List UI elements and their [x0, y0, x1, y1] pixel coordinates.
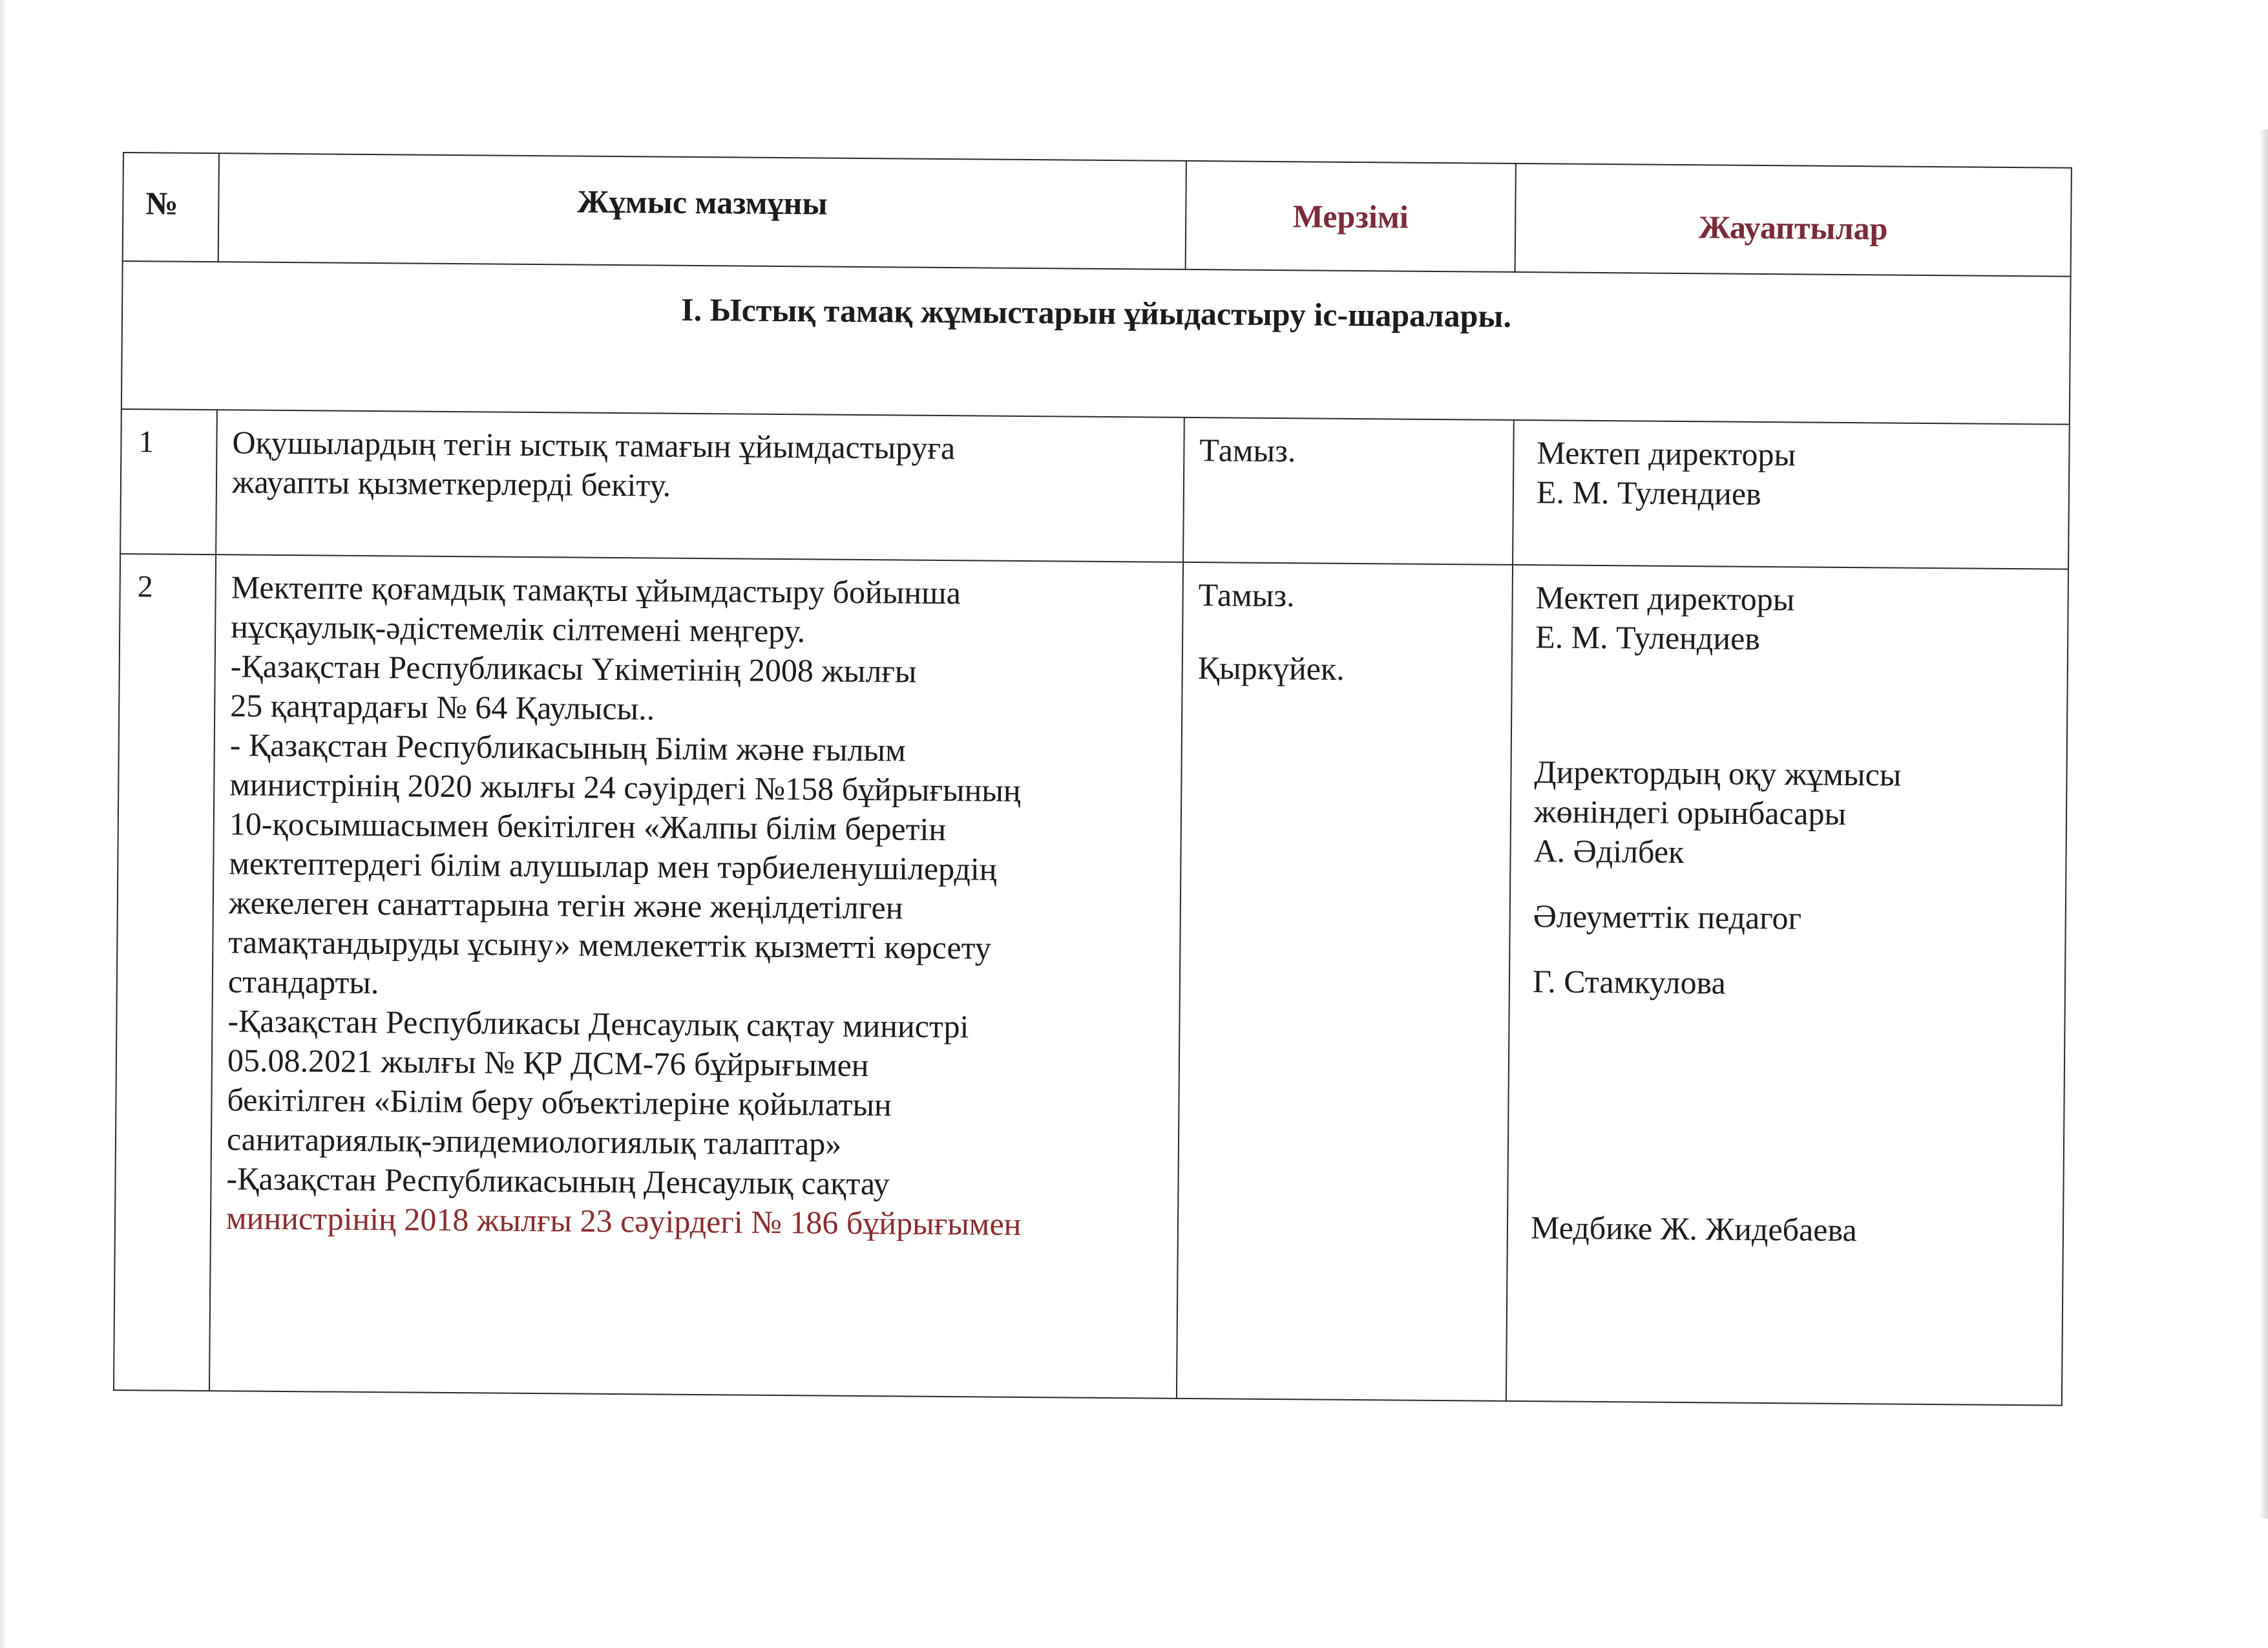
director-title: Мектеп директоры: [1535, 579, 1795, 618]
content-line: жекелеген санаттарына тегін және жеңілдетілген: [228, 884, 903, 926]
table-row: [120, 409, 2070, 569]
content-line: 25 қаңтардағы № 64 Қаулысы..: [230, 687, 655, 727]
row-responsible-cell: [1513, 420, 2070, 569]
table-header-row: [123, 153, 2072, 277]
content-line: министрінің 2020 жылғы 24 сәуірдегі №158 бұйрығының: [229, 766, 1021, 808]
content-line: министрінің 2018 жылғы 23 сәуірдегі № 186 бұйрығымен: [226, 1199, 1022, 1242]
term-text: Тамыз.: [1198, 576, 1295, 614]
row-number: 1: [120, 409, 217, 555]
deputy-title-line: Директордың оқу жұмысы: [1534, 754, 1902, 793]
row-term-cell: [1183, 417, 1514, 565]
row-number: 2: [114, 554, 216, 1391]
content-line: 05.08.2021 жылғы № ҚР ДСМ-76 бұйрығымен: [227, 1042, 869, 1084]
content-line: тамақтандыруды ұсыну» мемлекеттік қызметті көрсету: [228, 924, 992, 966]
row-content-cell: [216, 410, 1184, 562]
content-line: -Қазақстан Республикасы Үкіметінің 2008 жылғы: [230, 648, 917, 690]
section-row: [121, 261, 2071, 425]
term-text: Тамыз.: [1199, 432, 1296, 469]
work-plan-table: [113, 152, 2072, 1406]
nurse-name: Медбике Ж. Жидебаева: [1530, 1209, 1857, 1249]
deputy-name: А. Әділбек: [1533, 832, 1685, 871]
content-line: - Қазақстан Республикасының Білім және ғылым: [229, 726, 906, 768]
content-line: -Қазақстан Республикасы Денсаулық сақтау министрі: [227, 1002, 969, 1045]
content-line: Мектепте қоғамдық тамақты ұйымдастыру бойынша: [231, 569, 961, 611]
header-term: Мерзімі: [1186, 161, 1516, 272]
table-row: [114, 554, 2068, 1406]
content-line: бекітілген «Білім беру объектілеріне қойылатын: [227, 1081, 892, 1123]
content-line: мектептердегі білім алушылар мен тәрбиеленушілердің: [229, 845, 997, 887]
content-line: жауапты қызметкерлерді бекіту.: [231, 463, 671, 503]
social-pedagogue-name: Г. Стамкулова: [1532, 963, 1726, 1001]
director-name: Е. М. Тулендиев: [1535, 618, 1761, 657]
content-line: санитариялық-эпидемиологиялық талаптар»: [226, 1121, 842, 1162]
content-line: 10-қосымшасымен бекітілген «Жалпы білім беретін: [229, 805, 947, 848]
responsible-title: Мектеп директоры: [1537, 434, 1796, 473]
content-line: стандарты.: [227, 963, 379, 1001]
scan-edge-right: [2259, 129, 2268, 1519]
social-pedagogue-title: Әлеуметтік педагог: [1533, 898, 1802, 936]
header-work-content: Жұмыс мазмұны: [218, 153, 1186, 269]
content-line: нұсқаулық-әдістемелік сілтемені меңгеру.: [231, 608, 806, 650]
row-content-cell: [209, 555, 1183, 1399]
content-line: Оқушылардың тегін ыстық тамағын ұйымдастыруға: [232, 424, 956, 467]
content-line: -Қазақстан Республикасының Денсаулық сақтау: [226, 1160, 890, 1202]
header-responsible: Жауаптылар: [1515, 164, 2072, 277]
row-term-cell: [1177, 562, 1513, 1401]
section-title: І. Ыстық тамақ жұмыстарын ұйыдастыру іс-шаралары.: [121, 261, 2071, 425]
header-number: №: [123, 153, 219, 262]
scan-edge-left: [0, 0, 6, 1648]
row-responsible-cell: [1506, 565, 2068, 1406]
term-text: Қыркүйек.: [1197, 650, 1345, 687]
deputy-title-line: жөніндегі орынбасары: [1533, 793, 1847, 832]
responsible-name: Е. М. Тулендиев: [1536, 474, 1761, 512]
